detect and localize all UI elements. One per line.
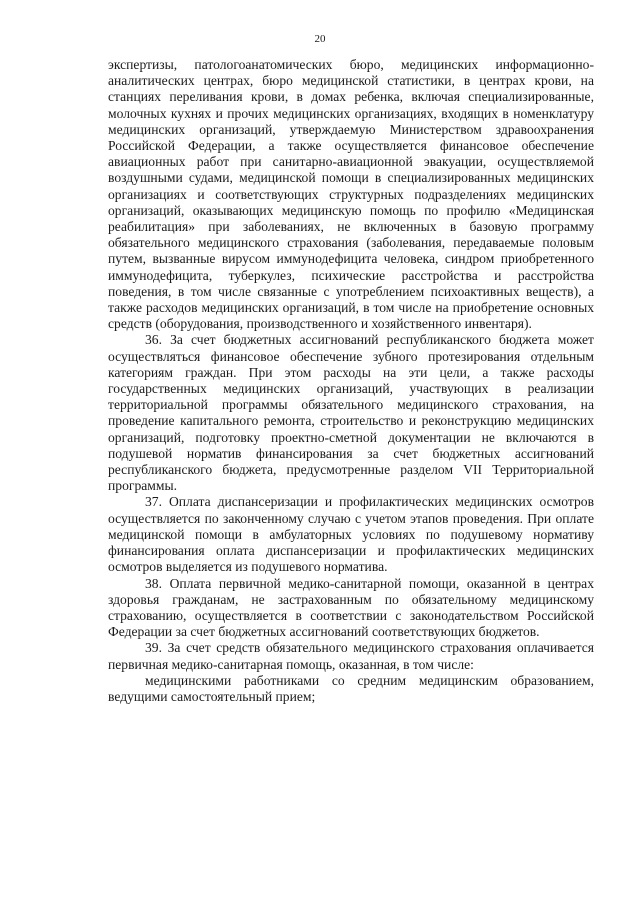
paragraph-36: 36. За счет бюджетных ассигнований республиканского бюджета может осуществляться финансовое обеспечение зубного протезирования отдельным категориям граждан. При этом расходы на эти цели, а также расходы государственных медицинских организаций, участвующих в реализации территориальной программы обязательного медицинского страхования, на проведение капитального ремонта, строительство и реконструкцию медицинских организаций, подготовку проектно-сметной документации не включаются в подушевой норматив финансирования за счет бюджетных ассигнований республиканского бюджета, предусмотренные разделом VII Территориальной программы. — [108, 332, 594, 494]
paragraph-39-item: медицинскими работниками со средним медицинским образованием, ведущими самостоятельный прием; — [108, 672, 594, 704]
page-number: 20 — [314, 33, 326, 45]
document-body — [108, 57, 594, 705]
paragraph-38: 38. Оплата первичной медико-санитарной помощи, оказанной в центрах здоровья гражданам, не застрахованным по обязательному медицинскому страхованию, осуществляется в соответствии с законодательством Российской Федерации за счет бюджетных ассигнований соответствующих бюджетов. — [108, 575, 594, 640]
paragraph-continuation: экспертизы, патологоанатомических бюро, медицинских информационно-аналитических центрах, бюро медицинской статистики, в центрах крови, на станциях переливания крови, в домах ребенка, включая специализированные, молочных кухнях и прочих медицинских организациях, входящих в номенклатуру медицинских организаций, утверждаемую Министерством здравоохранения Российской Федерации, а также осуществляется финансовое обеспечение авиационных работ при санитарно-авиационной эвакуации, осуществляемой воздушными судами, медицинской помощи в специализированных медицинских организациях и соответствующих структурных подразделениях медицинских организаций, оказывающих медицинскую помощь по профилю «Медицинская реабилитация» при заболеваниях, не включенных в базовую программу обязательного медицинского страхования (заболевания, передаваемые половым путем, вызванные вирусом иммунодефицита человека, синдром приобретенного иммунодефицита, туберкулез, психические расстройства и расстройства поведения, в том числе связанные с употреблением психоактивных веществ), а также расходов медицинских организаций, в том числе на приобретение основных средств (оборудования, производственного и хозяйственного инвентаря). — [108, 57, 594, 332]
paragraph-39: 39. За счет средств обязательного медицинского страхования оплачивается первичная медико-санитарная помощь, оказанная, в том числе: — [108, 640, 594, 672]
paragraph-37: 37. Оплата диспансеризации и профилактических медицинских осмотров осуществляется по законченному случаю с учетом этапов проведения. При оплате медицинской помощи в амбулаторных условиях по подушевому нормативу финансирования оплата диспансеризации и профилактических медицинских осмотров выделяется из подушевого норматива. — [108, 494, 594, 575]
